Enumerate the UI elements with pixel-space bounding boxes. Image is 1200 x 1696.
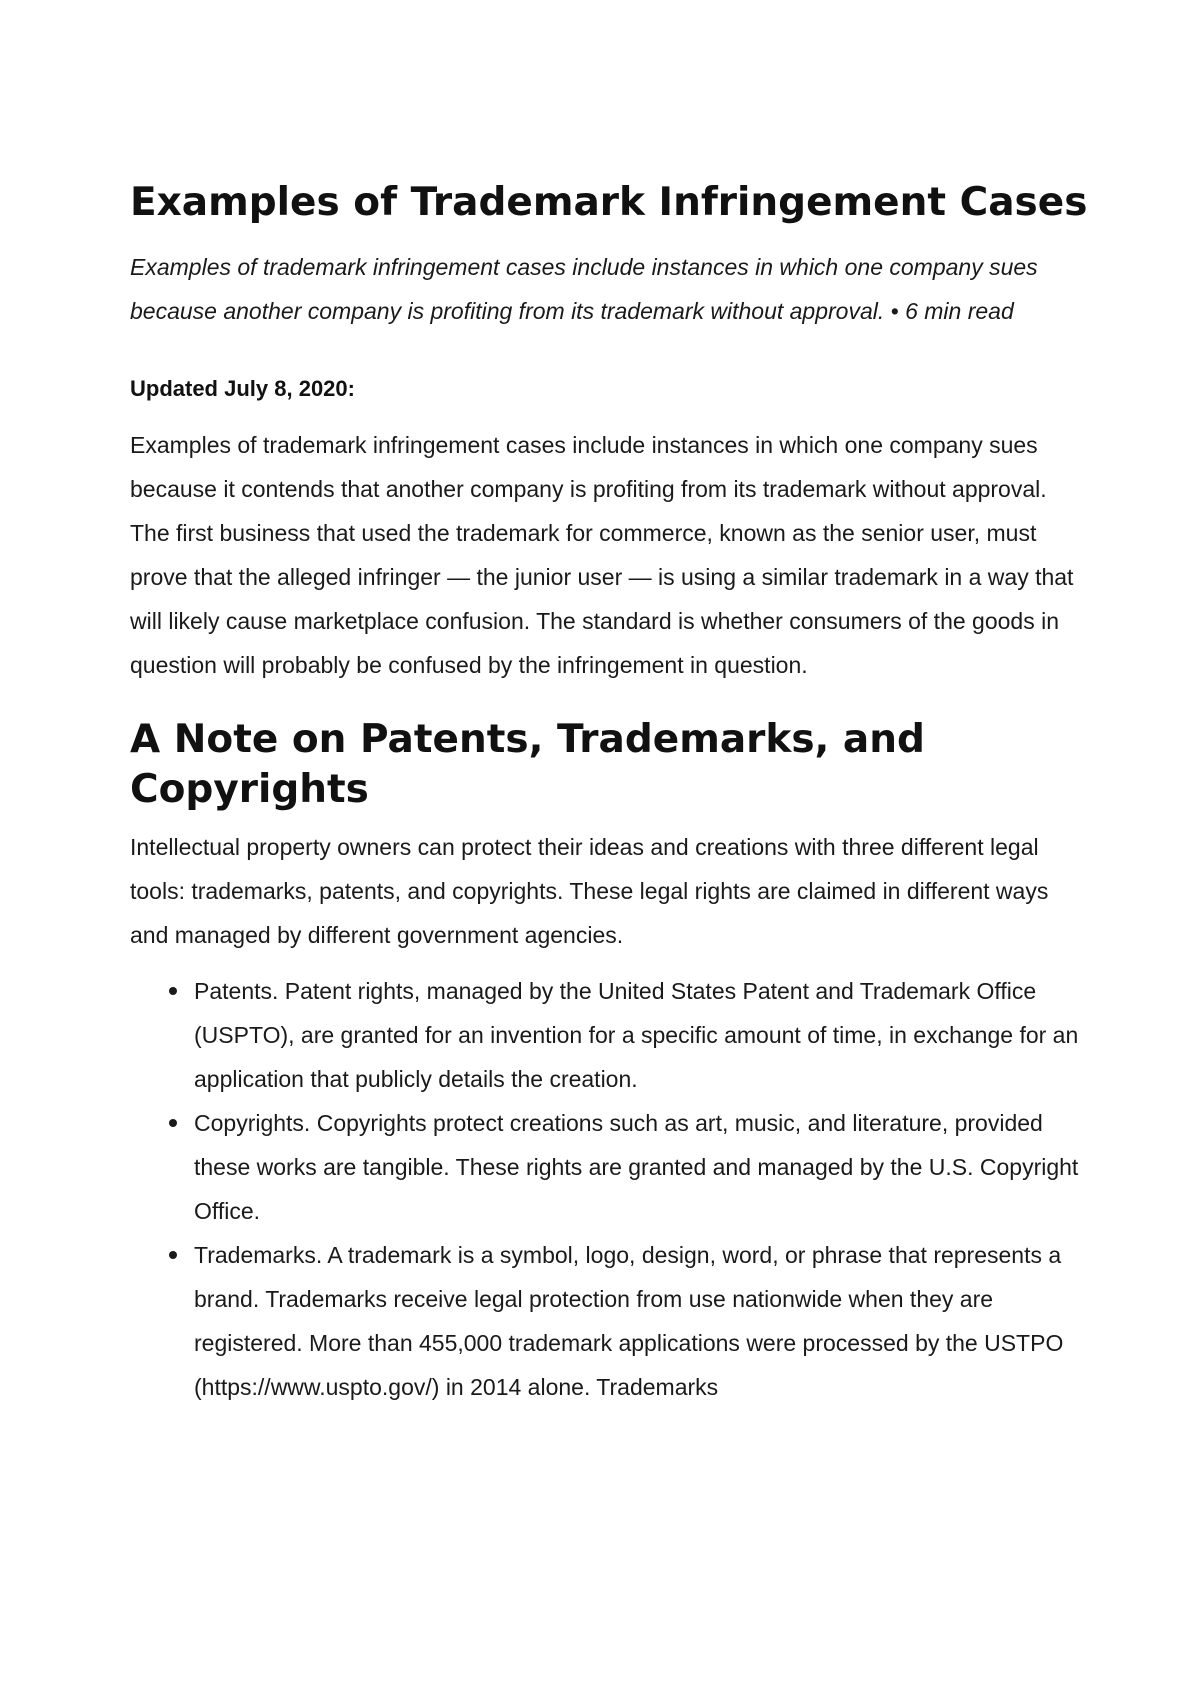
section-intro-paragraph: Intellectual property owners can protect their ideas and creations with three different legal tools: trademarks, patents, and copyrights. These legal rights are claimed in different ways and managed by different government agencies. — [130, 834, 1049, 948]
list-item-text: Trademarks. A trademark is a symbol, logo, design, word, or phrase that represents a brand. Trademarks receive legal protection from use nationwide when they are registered. More than 455,000 trademark applications were processed by the USTPO (https://www.uspto.gov/) in 2014 alone. Trademarks — [194, 1242, 1064, 1400]
bullet-icon — [169, 1251, 177, 1259]
bullet-icon — [169, 1119, 177, 1127]
list-item-trademarks — [130, 1233, 1090, 1409]
bullet-icon — [169, 987, 177, 995]
article-title: Examples of Trademark Infringement Cases — [130, 180, 1088, 225]
list-item-patents — [130, 969, 1090, 1101]
updated-date: Updated July 8, 2020: — [130, 376, 355, 401]
list-item-text: Patents. Patent rights, managed by the United States Patent and Trademark Office (USPTO), are granted for an invention for a specific amount of time, in exchange for an application that publicly details the creation. — [194, 978, 1079, 1092]
article-subtitle: Examples of trademark infringement cases include instances in which one company sues because another company is profiting from its trademark without approval. • 6 min read — [130, 254, 1038, 324]
list-item-copyrights — [130, 1101, 1090, 1233]
intro-paragraph: Examples of trademark infringement cases include instances in which one company sues because it contends that another company is profiting from its trademark without approval. The first business that used the trademark for commerce, known as the senior user, must prove that the alleged infringer — the junior user — is using a similar trademark in a way that will likely cause marketplace confusion. The standard is whether consumers of the goods in question will probably be confused by the infringement in question. — [130, 432, 1074, 678]
section-heading: A Note on Patents, Trademarks, and Copyrights — [130, 717, 925, 812]
document-page — [130, 178, 1090, 1409]
ip-types-list — [130, 969, 1090, 1409]
list-item-text: Copyrights. Copyrights protect creations such as art, music, and literature, provided these works are tangible. These rights are granted and managed by the U.S. Copyright Office. — [194, 1110, 1079, 1224]
